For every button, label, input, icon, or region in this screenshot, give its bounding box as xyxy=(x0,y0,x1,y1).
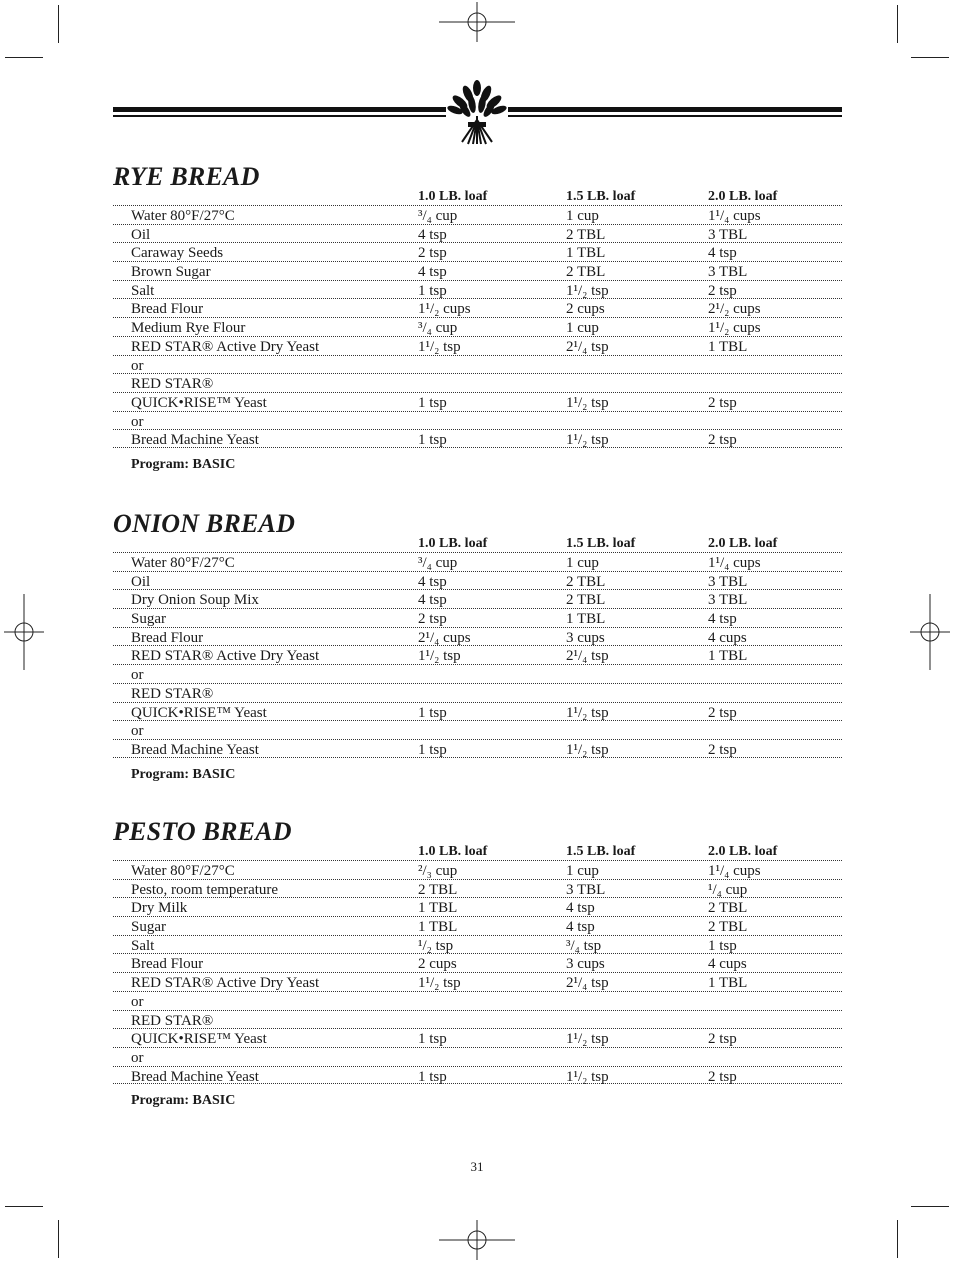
amount-1-5lb: 1¹/₂ tsp xyxy=(566,1068,609,1085)
amount-1lb: 4 tsp xyxy=(418,573,447,590)
ingredient-name: or xyxy=(131,357,144,374)
ingredient-name: Sugar xyxy=(131,611,166,628)
crop-mark xyxy=(58,1220,59,1258)
amount-2lb: 2 TBL xyxy=(708,919,748,936)
ingredient-name: Dry Milk xyxy=(131,900,188,917)
amount-2lb: 1¹/₄ cups xyxy=(708,208,761,224)
amount-1lb: 1 tsp xyxy=(418,282,447,299)
ingredient-name: Oil xyxy=(131,573,151,590)
ingredient-row xyxy=(113,739,842,758)
amount-1-5lb: 1¹/₂ tsp xyxy=(566,741,609,758)
ingredient-name: Sugar xyxy=(131,919,166,936)
ingredient-name: RED STAR® Active Dry Yeast xyxy=(131,338,320,355)
amount-1lb: 4 tsp xyxy=(418,264,447,281)
recipe-pesto-bread xyxy=(113,817,842,1109)
amount-1lb: 4 tsp xyxy=(418,592,447,609)
amount-1-5lb: 2¹/₄ tsp xyxy=(566,648,609,665)
amount-1-5lb: 2¹/₄ tsp xyxy=(566,338,609,355)
ingredient-row xyxy=(113,1066,842,1085)
ingredient-row xyxy=(113,645,842,664)
ingredient-row xyxy=(113,317,842,336)
ingredient-name: Salt xyxy=(131,282,155,299)
amount-1lb: ³/₄ cup xyxy=(418,208,458,224)
registration-mark-left xyxy=(4,594,44,670)
ingredient-row xyxy=(113,720,842,739)
ingredient-row xyxy=(113,935,842,954)
recipe-rye-bread xyxy=(113,162,842,473)
ingredient-name: Water 80°F/27°C xyxy=(131,555,235,571)
ingredient-row xyxy=(113,1047,842,1066)
ingredient-name: Caraway Seeds xyxy=(131,245,224,262)
ingredient-name: RED STAR® Active Dry Yeast xyxy=(131,975,320,992)
ingredient-name: Oil xyxy=(131,226,151,243)
column-header-1lb: 1.0 LB. loaf xyxy=(418,536,488,551)
program-setting: Program: BASIC xyxy=(131,1093,236,1109)
ingredient-row xyxy=(113,298,842,317)
ingredient-name: Medium Rye Flour xyxy=(131,320,246,337)
amount-1-5lb: 1 cup xyxy=(566,320,599,337)
column-headers xyxy=(113,189,842,205)
ingredient-row xyxy=(113,373,842,392)
amount-1-5lb: 1 TBL xyxy=(566,245,606,262)
amount-2lb: 2 tsp xyxy=(708,282,737,299)
crop-mark xyxy=(5,57,43,58)
amount-1-5lb: 1 cup xyxy=(566,863,599,879)
ingredient-row xyxy=(113,879,842,898)
amount-1lb: 1 tsp xyxy=(418,704,447,721)
amount-1-5lb: 2 TBL xyxy=(566,573,606,590)
ingredient-row xyxy=(113,411,842,430)
amount-2lb: 2 tsp xyxy=(708,394,737,411)
amount-1lb: 1 tsp xyxy=(418,741,447,758)
ingredient-row xyxy=(113,991,842,1010)
amount-1-5lb: 1¹/₂ tsp xyxy=(566,1031,609,1048)
crop-mark xyxy=(58,5,59,43)
ingredient-name: Bread Machine Yeast xyxy=(131,741,259,758)
amount-2lb: 2 tsp xyxy=(708,704,737,721)
amount-1-5lb: 2 TBL xyxy=(566,264,606,281)
amount-2lb: 3 TBL xyxy=(708,226,748,243)
crop-mark xyxy=(911,57,949,58)
ingredient-name: RED STAR® xyxy=(131,685,214,702)
amount-1lb: ²/₃ cup xyxy=(418,863,458,879)
amount-1lb: 1 TBL xyxy=(418,900,458,917)
amount-1lb: 1 TBL xyxy=(418,919,458,936)
ingredient-row xyxy=(113,664,842,683)
amount-1lb: 1¹/₂ tsp xyxy=(418,338,461,355)
amount-1-5lb: 2¹/₄ tsp xyxy=(566,975,609,992)
ingredient-name: Bread Flour xyxy=(131,956,204,973)
crop-mark xyxy=(911,1206,949,1207)
amount-1lb: 2 tsp xyxy=(418,245,447,262)
amount-1lb: 1¹/₂ tsp xyxy=(418,975,461,992)
ingredient-row xyxy=(113,261,842,280)
ingredient-row xyxy=(113,429,842,448)
amount-2lb: 2 tsp xyxy=(708,432,737,449)
ingredient-row xyxy=(113,589,842,608)
amount-1-5lb: 1 TBL xyxy=(566,611,606,628)
ingredient-name: QUICK•RISE™ Yeast xyxy=(131,704,267,721)
amount-1-5lb: 1¹/₂ tsp xyxy=(566,282,609,299)
ingredient-row xyxy=(113,205,842,224)
recipe-title: ONION BREAD xyxy=(113,509,296,538)
ingredient-row xyxy=(113,860,842,879)
amount-1-5lb: 2 TBL xyxy=(566,592,606,609)
amount-1lb: 1 tsp xyxy=(418,1031,447,1048)
ingredient-name: Salt xyxy=(131,937,155,954)
amount-2lb: 2¹/₂ cups xyxy=(708,301,761,318)
amount-1-5lb: 4 tsp xyxy=(566,919,595,936)
amount-1lb: 4 tsp xyxy=(418,226,447,243)
ingredient-table xyxy=(113,552,842,758)
program-setting: Program: BASIC xyxy=(131,766,236,782)
amount-1-5lb: 3 cups xyxy=(566,629,605,646)
crop-mark xyxy=(5,1206,43,1207)
wheat-sheaf-icon xyxy=(446,80,508,146)
crop-mark xyxy=(897,1220,898,1258)
ingredient-name: or xyxy=(131,723,144,740)
ingredient-name: or xyxy=(131,413,144,430)
ingredient-name: or xyxy=(131,1049,144,1066)
ingredient-table xyxy=(113,205,842,448)
amount-2lb: 3 TBL xyxy=(708,264,748,281)
ingredient-row xyxy=(113,897,842,916)
ingredient-row xyxy=(113,571,842,590)
ingredient-row xyxy=(113,392,842,411)
ingredient-row xyxy=(113,608,842,627)
amount-1-5lb: 3 cups xyxy=(566,956,605,973)
ingredient-name: QUICK•RISE™ Yeast xyxy=(131,394,267,411)
crop-mark xyxy=(897,5,898,43)
ingredient-name: Pesto, room temperature xyxy=(131,881,279,898)
column-header-2lb: 2.0 LB. loaf xyxy=(708,536,778,551)
column-header-1-5lb: 1.5 LB. loaf xyxy=(566,189,636,204)
amount-2lb: 4 cups xyxy=(708,629,747,646)
amount-1lb: ³/₄ cup xyxy=(418,555,458,571)
column-header-2lb: 2.0 LB. loaf xyxy=(708,189,778,204)
amount-1-5lb: 1 cup xyxy=(566,208,599,224)
recipe-onion-bread xyxy=(113,509,842,783)
ingredient-row xyxy=(113,1010,842,1029)
amount-1-5lb: 2 cups xyxy=(566,301,605,318)
ingredient-name: or xyxy=(131,993,144,1010)
ingredient-row xyxy=(113,224,842,243)
column-headers xyxy=(113,844,842,860)
ingredient-row xyxy=(113,683,842,702)
amount-2lb: ¹/₄ cup xyxy=(708,881,748,898)
ingredient-name: Water 80°F/27°C xyxy=(131,208,235,224)
ingredient-row xyxy=(113,242,842,261)
amount-1-5lb: 4 tsp xyxy=(566,900,595,917)
ingredient-row xyxy=(113,552,842,571)
registration-mark-right xyxy=(910,594,950,670)
ingredient-name: Water 80°F/27°C xyxy=(131,863,235,879)
ingredient-row xyxy=(113,627,842,646)
amount-1-5lb: ³/₄ tsp xyxy=(566,937,602,954)
ingredient-row xyxy=(113,355,842,374)
registration-mark-bottom xyxy=(439,1220,515,1260)
column-header-1lb: 1.0 LB. loaf xyxy=(418,189,488,204)
amount-2lb: 4 cups xyxy=(708,956,747,973)
ingredient-name: Bread Flour xyxy=(131,629,204,646)
amount-2lb: 3 TBL xyxy=(708,592,748,609)
amount-1lb: ¹/₂ tsp xyxy=(418,937,454,954)
ingredient-name: Bread Machine Yeast xyxy=(131,432,259,449)
amount-1lb: ³/₄ cup xyxy=(418,320,458,337)
ingredient-name: RED STAR® xyxy=(131,376,214,393)
amount-2lb: 1 TBL xyxy=(708,338,748,355)
recipe-title: PESTO BREAD xyxy=(113,817,292,846)
ingredient-row xyxy=(113,953,842,972)
amount-2lb: 3 TBL xyxy=(708,573,748,590)
amount-1lb: 1 tsp xyxy=(418,1068,447,1085)
column-header-1-5lb: 1.5 LB. loaf xyxy=(566,844,636,859)
amount-1-5lb: 1¹/₂ tsp xyxy=(566,704,609,721)
amount-1lb: 2 TBL xyxy=(418,881,458,898)
amount-2lb: 1¹/₄ cups xyxy=(708,555,761,571)
amount-1-5lb: 1¹/₂ tsp xyxy=(566,394,609,411)
amount-1lb: 1 tsp xyxy=(418,432,447,449)
amount-1-5lb: 2 TBL xyxy=(566,226,606,243)
amount-1-5lb: 1¹/₂ tsp xyxy=(566,432,609,449)
amount-1lb: 2¹/₄ cups xyxy=(418,629,471,646)
ingredient-table xyxy=(113,860,842,1084)
amount-1-5lb: 1 cup xyxy=(566,555,599,571)
amount-1lb: 2 cups xyxy=(418,956,457,973)
amount-2lb: 1¹/₂ cups xyxy=(708,320,761,337)
amount-1lb: 1¹/₂ cups xyxy=(418,301,471,318)
ingredient-row xyxy=(113,336,842,355)
ingredient-row xyxy=(113,702,842,721)
amount-1lb: 1¹/₂ tsp xyxy=(418,648,461,665)
amount-2lb: 1 TBL xyxy=(708,648,748,665)
ingredient-name: Bread Machine Yeast xyxy=(131,1068,259,1085)
amount-2lb: 1¹/₄ cups xyxy=(708,863,761,879)
ingredient-row xyxy=(113,1028,842,1047)
amount-1lb: 2 tsp xyxy=(418,611,447,628)
page-number: 31 xyxy=(470,1159,484,1174)
ingredient-name: Brown Sugar xyxy=(131,264,211,281)
column-header-2lb: 2.0 LB. loaf xyxy=(708,844,778,859)
ingredient-name: or xyxy=(131,667,144,684)
amount-2lb: 1 tsp xyxy=(708,937,737,954)
ingredient-name: RED STAR® xyxy=(131,1012,214,1029)
amount-2lb: 2 tsp xyxy=(708,1031,737,1048)
amount-2lb: 1 TBL xyxy=(708,975,748,992)
ingredient-row xyxy=(113,280,842,299)
ingredient-name: QUICK•RISE™ Yeast xyxy=(131,1031,267,1048)
amount-2lb: 4 tsp xyxy=(708,245,737,262)
amount-2lb: 4 tsp xyxy=(708,611,737,628)
amount-1-5lb: 3 TBL xyxy=(566,881,606,898)
column-headers xyxy=(113,536,842,552)
recipe-title: RYE BREAD xyxy=(113,162,260,191)
ingredient-name: Dry Onion Soup Mix xyxy=(131,592,259,609)
column-header-1lb: 1.0 LB. loaf xyxy=(418,844,488,859)
registration-mark-top xyxy=(439,2,515,42)
amount-1lb: 1 tsp xyxy=(418,394,447,411)
ingredient-name: RED STAR® Active Dry Yeast xyxy=(131,648,320,665)
amount-2lb: 2 tsp xyxy=(708,1068,737,1085)
program-setting: Program: BASIC xyxy=(131,456,236,472)
column-header-1-5lb: 1.5 LB. loaf xyxy=(566,536,636,551)
amount-2lb: 2 TBL xyxy=(708,900,748,917)
ingredient-name: Bread Flour xyxy=(131,301,204,318)
amount-2lb: 2 tsp xyxy=(708,741,737,758)
ingredient-row xyxy=(113,916,842,935)
ingredient-row xyxy=(113,972,842,991)
